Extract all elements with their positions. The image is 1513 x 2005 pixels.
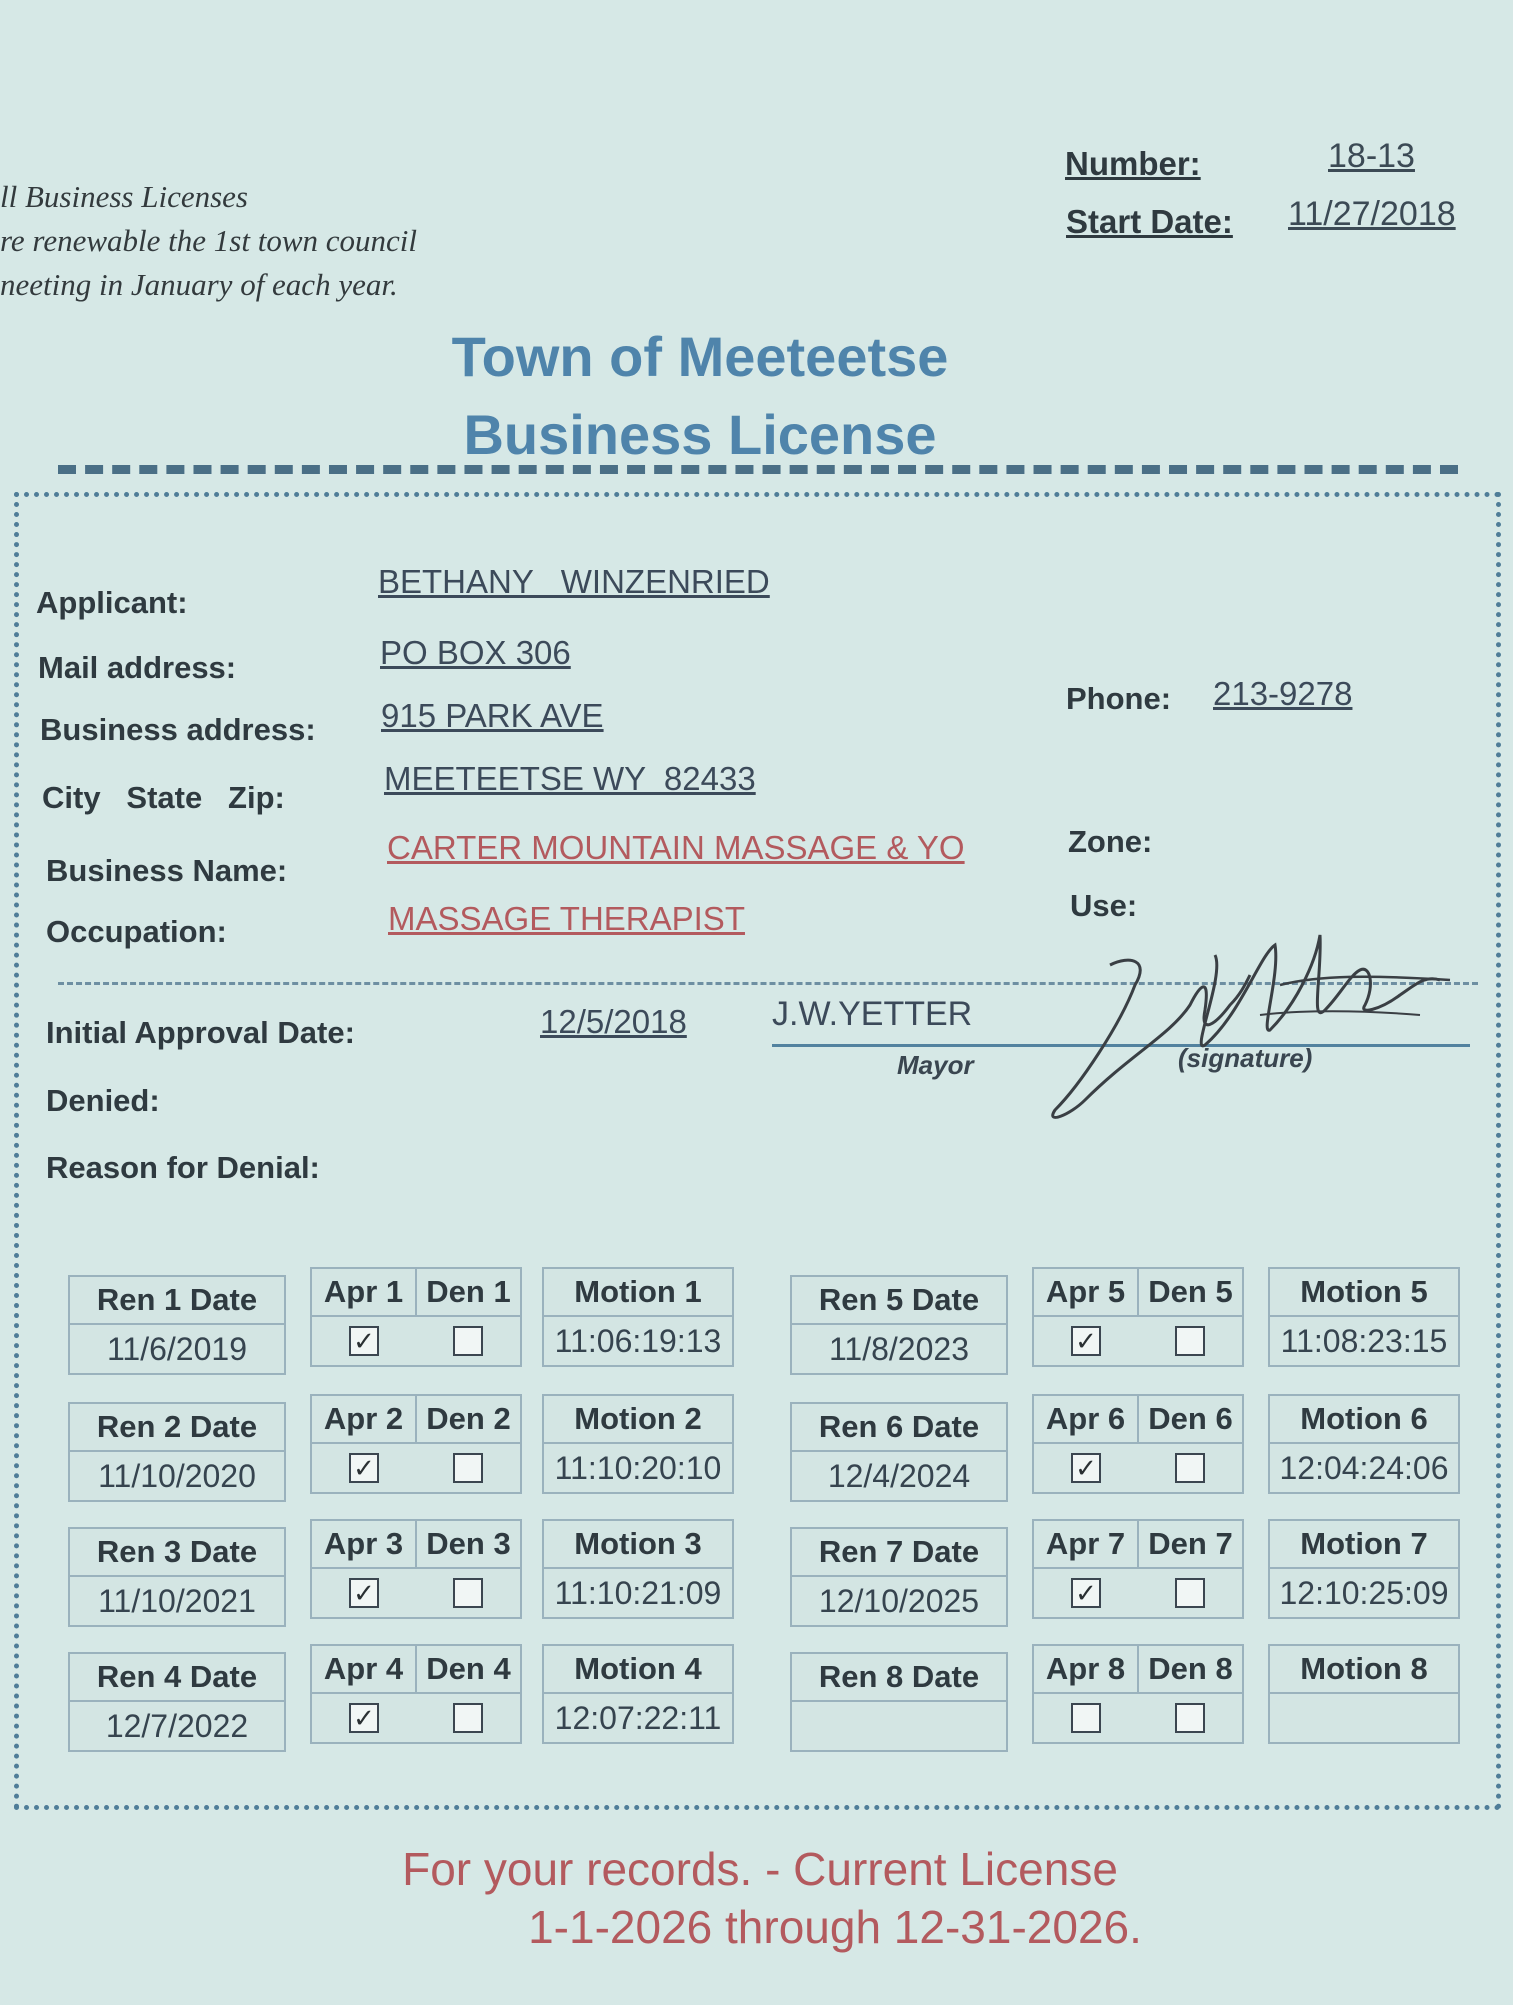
- approve-deny-cell: [310, 1267, 522, 1367]
- mail-value: PO BOX 306: [380, 634, 571, 671]
- renewal-date-value: 11/10/2020: [98, 1457, 256, 1494]
- denied-label: Den 3: [426, 1526, 511, 1561]
- occupation-value: MASSAGE THERAPIST: [388, 900, 745, 937]
- motion-value: 12:10:25:09: [1279, 1574, 1449, 1611]
- number-label: Number:: [1065, 145, 1201, 182]
- approved-label: Apr 1: [312, 1269, 417, 1315]
- mayor-signature: [1040, 915, 1460, 1130]
- renewal-date-cell: [68, 1527, 286, 1627]
- approve-deny-cell: [1032, 1519, 1244, 1619]
- approved-label: Apr 8: [1034, 1646, 1139, 1692]
- denied-label: Denied:: [46, 1083, 160, 1118]
- renewal-date-label: Ren 8 Date: [792, 1654, 1006, 1702]
- motion-cell: [1268, 1644, 1460, 1744]
- mayor-name: J.W.YETTER: [772, 995, 973, 1033]
- renewal-date-cell: [68, 1402, 286, 1502]
- motion-label: Motion 3: [544, 1521, 732, 1569]
- top-divider: [58, 465, 1458, 474]
- business-name-label: Business Name:: [46, 853, 288, 888]
- approved-label: Apr 4: [312, 1646, 417, 1692]
- motion-cell: [1268, 1519, 1460, 1619]
- title-line: Business License: [463, 403, 937, 466]
- initial-approval-date: 12/5/2018: [540, 1003, 687, 1040]
- mail-label: Mail address:: [38, 650, 237, 685]
- phone-label: Phone:: [1066, 681, 1172, 716]
- approved-label: Apr 3: [312, 1521, 417, 1567]
- approved-label: Apr 5: [1034, 1269, 1139, 1315]
- motion-cell: [542, 1394, 734, 1494]
- business-address-label: Business address:: [40, 712, 316, 747]
- motion-cell: [542, 1644, 734, 1744]
- approved-checkbox[interactable]: ✓: [1071, 1453, 1101, 1483]
- renewal-date-cell: [68, 1652, 286, 1752]
- business-name-value: CARTER MOUNTAIN MASSAGE & YO: [387, 829, 965, 866]
- motion-cell: [1268, 1394, 1460, 1494]
- renewal-date-value: 11/10/2021: [98, 1582, 256, 1619]
- denied-label: Den 6: [1148, 1401, 1233, 1436]
- renewal-note: [0, 175, 520, 307]
- business-address-value: 915 PARK AVE: [381, 697, 604, 734]
- motion-value: 12:07:22:11: [554, 1699, 722, 1736]
- renewal-date-value: [792, 1702, 1006, 1750]
- motion-value: 11:06:19:13: [554, 1322, 722, 1359]
- applicant-label: Applicant:: [36, 585, 188, 620]
- phone-value: 213-9278: [1213, 675, 1353, 712]
- renewal-date-label: Ren 4 Date: [70, 1654, 284, 1702]
- approved-label: Apr 2: [312, 1396, 417, 1442]
- approved-checkbox[interactable]: [1071, 1703, 1101, 1733]
- approved-checkbox[interactable]: ✓: [1071, 1326, 1101, 1356]
- denied-label: Den 7: [1148, 1526, 1233, 1561]
- approved-label: Apr 7: [1034, 1521, 1139, 1567]
- page-title: [300, 318, 1100, 474]
- renewal-date-label: Ren 7 Date: [792, 1529, 1006, 1577]
- motion-label: Motion 6: [1270, 1396, 1458, 1444]
- denied-label: Den 5: [1148, 1274, 1233, 1309]
- approved-checkbox[interactable]: ✓: [349, 1703, 379, 1733]
- start-date-value: 11/27/2018: [1288, 195, 1456, 233]
- footer-note: [260, 1840, 1260, 1956]
- denied-checkbox[interactable]: [1175, 1578, 1205, 1608]
- motion-cell: [1268, 1267, 1460, 1367]
- denied-label: Den 2: [426, 1401, 511, 1436]
- denied-checkbox[interactable]: [453, 1453, 483, 1483]
- approved-checkbox[interactable]: ✓: [349, 1578, 379, 1608]
- denied-checkbox[interactable]: [453, 1578, 483, 1608]
- denied-checkbox[interactable]: [453, 1703, 483, 1733]
- renewal-date-label: Ren 5 Date: [792, 1277, 1006, 1325]
- motion-value: [1270, 1694, 1458, 1742]
- initial-approval-label: Initial Approval Date:: [46, 1015, 355, 1050]
- motion-cell: [542, 1519, 734, 1619]
- approve-deny-cell: [310, 1394, 522, 1494]
- renewal-date-value: 12/7/2022: [105, 1707, 249, 1744]
- zone-label: Zone:: [1068, 824, 1153, 859]
- renewal-date-value: 12/10/2025: [818, 1582, 980, 1619]
- motion-label: Motion 2: [544, 1396, 732, 1444]
- motion-cell: [542, 1267, 734, 1367]
- renewal-date-label: Ren 3 Date: [70, 1529, 284, 1577]
- approved-label: Apr 6: [1034, 1396, 1139, 1442]
- denied-checkbox[interactable]: [1175, 1703, 1205, 1733]
- approve-deny-cell: [310, 1519, 522, 1619]
- approved-checkbox[interactable]: ✓: [349, 1453, 379, 1483]
- denied-checkbox[interactable]: [1175, 1326, 1205, 1356]
- approve-deny-cell: [310, 1644, 522, 1744]
- renewal-note-line: neeting in January of each year.: [0, 267, 398, 302]
- motion-label: Motion 5: [1270, 1269, 1458, 1317]
- renewal-date-label: Ren 1 Date: [70, 1277, 284, 1325]
- motion-label: Motion 7: [1270, 1521, 1458, 1569]
- reason-for-denial-label: Reason for Denial:: [46, 1150, 320, 1185]
- signature-label: (signature): [1178, 1043, 1313, 1073]
- approve-deny-cell: [1032, 1267, 1244, 1367]
- motion-value: 11:10:21:09: [554, 1574, 722, 1611]
- renewal-date-value: 12/4/2024: [827, 1457, 971, 1494]
- applicant-value: BETHANY WINZENRIED: [378, 563, 770, 600]
- renewal-date-cell: [790, 1275, 1008, 1375]
- renewal-date-label: Ren 6 Date: [792, 1404, 1006, 1452]
- renewal-date-cell: [790, 1402, 1008, 1502]
- renewal-date-cell: [790, 1652, 1008, 1752]
- city-state-zip-label: City State Zip:: [42, 780, 285, 815]
- approved-checkbox[interactable]: ✓: [1071, 1578, 1101, 1608]
- denied-label: Den 4: [426, 1651, 511, 1686]
- renewal-note-line: ll Business Licenses: [0, 179, 248, 214]
- denied-checkbox[interactable]: [453, 1326, 483, 1356]
- renewal-date-cell: [68, 1275, 286, 1375]
- approve-deny-cell: [1032, 1394, 1244, 1494]
- motion-label: Motion 4: [544, 1646, 732, 1694]
- motion-value: 12:04:24:06: [1279, 1449, 1449, 1486]
- occupation-label: Occupation:: [46, 914, 227, 949]
- denied-checkbox[interactable]: [1175, 1453, 1205, 1483]
- mayor-label: Mayor: [897, 1050, 974, 1080]
- city-state-zip-value: MEETEETSE WY 82433: [384, 760, 756, 797]
- motion-label: Motion 8: [1270, 1646, 1458, 1694]
- renewal-date-cell: [790, 1527, 1008, 1627]
- denied-label: Den 8: [1148, 1651, 1233, 1686]
- renewal-date-value: 11/8/2023: [829, 1330, 969, 1367]
- footer-line: 1-1-2026 through 12-31-2026.: [528, 1901, 1142, 1953]
- title-line: Town of Meeteetse: [451, 325, 949, 388]
- start-date-label: Start Date:: [1066, 203, 1233, 240]
- number-value: 18-13: [1328, 137, 1415, 175]
- denied-label: Den 1: [426, 1274, 511, 1309]
- use-label: Use:: [1070, 888, 1138, 923]
- motion-value: 11:10:20:10: [554, 1449, 722, 1486]
- renewal-date-value: 11/6/2019: [107, 1330, 247, 1367]
- approved-checkbox[interactable]: ✓: [349, 1326, 379, 1356]
- approve-deny-cell: [1032, 1644, 1244, 1744]
- motion-value: 11:08:23:15: [1280, 1322, 1448, 1359]
- footer-line: For your records. - Current License: [402, 1843, 1118, 1895]
- motion-label: Motion 1: [544, 1269, 732, 1317]
- renewal-date-label: Ren 2 Date: [70, 1404, 284, 1452]
- renewal-note-line: re renewable the 1st town council: [0, 223, 417, 258]
